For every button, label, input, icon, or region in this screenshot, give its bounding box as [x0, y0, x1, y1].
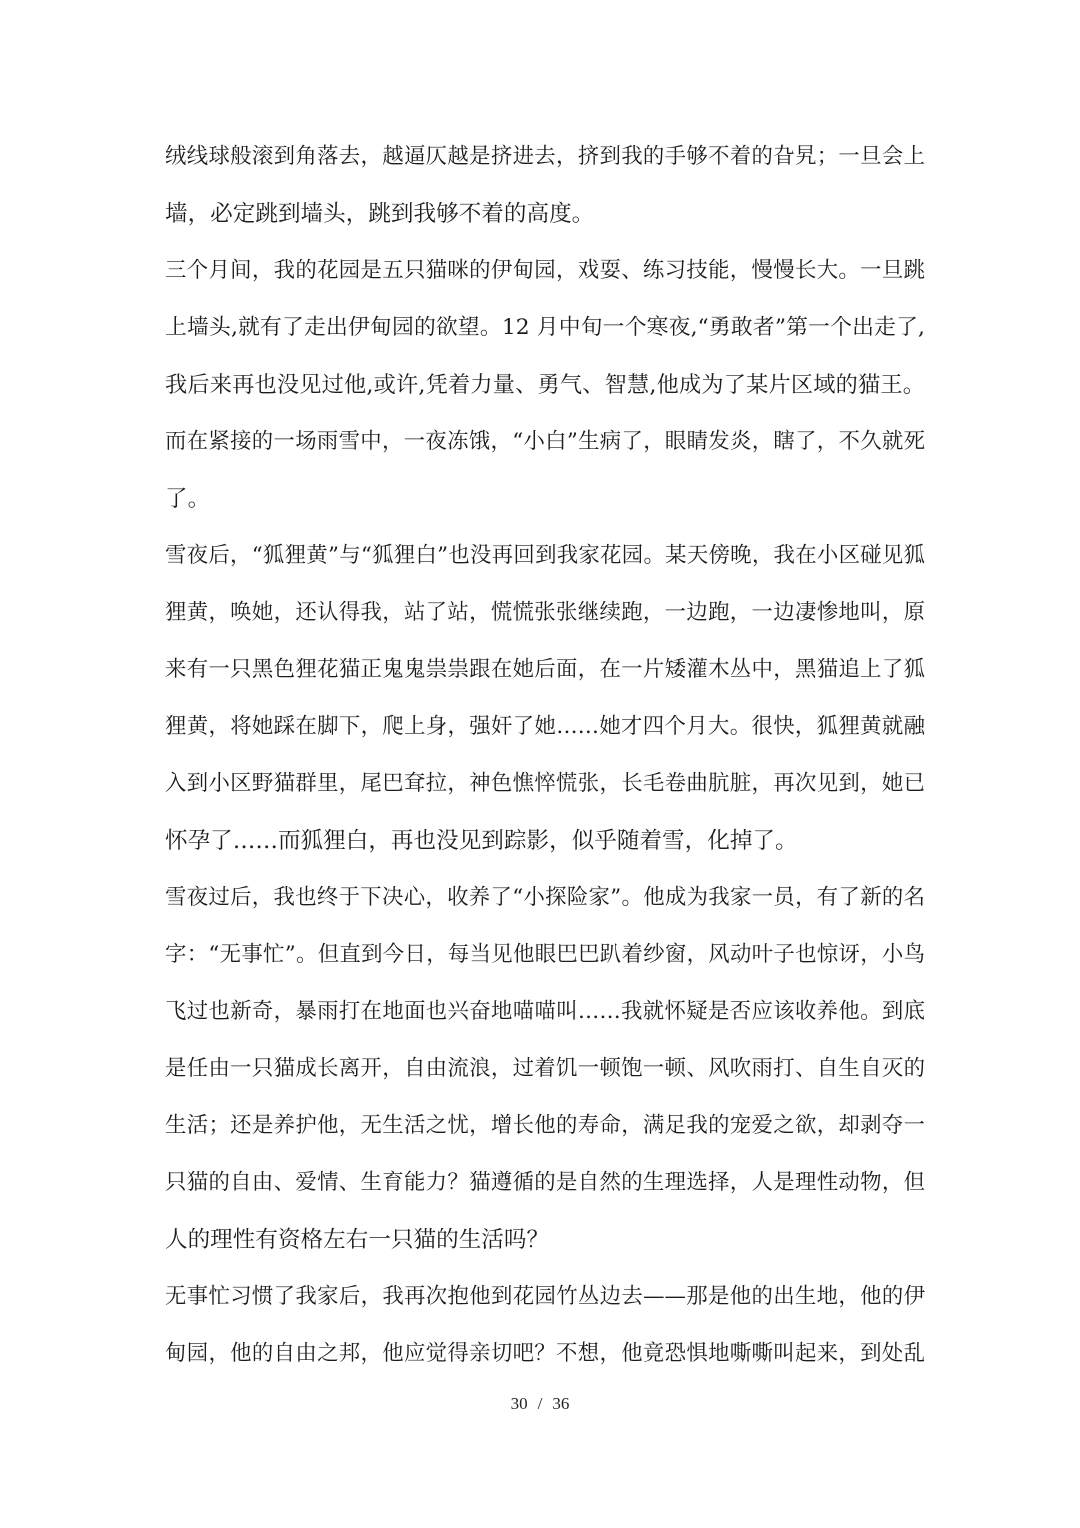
text-line: 上墙头,就有了走出伊甸园的欲望。12 月中旬一个寒夜,“勇敢者”第一个出走了, — [165, 315, 925, 340]
text-line: 三个月间，我的花园是五只猫咪的伊甸园，戏耍、练习技能，慢慢长大。一旦跳 — [165, 258, 925, 283]
text-line: 飞过也新奇，暴雨打在地面也兴奋地喵喵叫……我就怀疑是否应该收养他。到底 — [165, 999, 925, 1024]
text-line: 是任由一只猫成长离开，自由流浪，过着饥一顿饱一顿、风吹雨打、自生自灭的 — [165, 1056, 925, 1081]
text-line: 绒线球般滚到角落去，越逼仄越是挤进去，挤到我的手够不着的旮旯；一旦会上 — [165, 144, 925, 169]
text-line: 狸黄，唤她，还认得我，站了站，慌慌张张继续跑，一边跑，一边凄惨地叫，原 — [165, 600, 925, 625]
text-line: 生活；还是养护他，无生活之忧，增长他的寿命，满足我的宠爱之欲，却剥夺一 — [165, 1113, 925, 1138]
text-line: 只猫的自由、爱情、生育能力？猫遵循的是自然的生理选择，人是理性动物，但 — [165, 1170, 925, 1195]
text-line: 甸园，他的自由之邦，他应觉得亲切吧？不想，他竟恐惧地嘶嘶叫起来，到处乱 — [165, 1341, 925, 1366]
text-line: 人的理性有资格左右一只猫的生活吗？ — [165, 1227, 550, 1253]
text-line: 了。 — [165, 486, 211, 512]
text-line: 而在紧接的一场雨雪中，一夜冻饿，“小白”生病了，眼睛发炎，瞎了，不久就死 — [165, 429, 925, 454]
text-line: 雪夜后，“狐狸黄”与“狐狸白”也没再回到我家花园。某天傍晚，我在小区碰见狐 — [165, 543, 925, 568]
text-line: 墙，必定跳到墙头，跳到我够不着的高度。 — [165, 201, 595, 227]
text-line: 无事忙习惯了我家后，我再次抱他到花园竹丛边去——那是他的出生地，他的伊 — [165, 1284, 925, 1309]
page-number-current: 30 — [510, 1394, 528, 1413]
text-line: 来有一只黑色狸花猫正鬼鬼祟祟跟在她后面，在一片矮灌木丛中，黑猫追上了狐 — [165, 657, 925, 682]
text-line: 我后来再也没见过他,或许,凭着力量、勇气、智慧,他成为了某片区域的猫王。 — [165, 372, 925, 398]
page-number-separator: / — [537, 1394, 543, 1413]
text-line: 狸黄，将她踩在脚下，爬上身，强奸了她……她才四个月大。很快，狐狸黄就融 — [165, 714, 925, 739]
page-number-total: 36 — [552, 1394, 570, 1413]
text-line: 怀孕了……而狐狸白，再也没见到踪影，似乎随着雪，化掉了。 — [165, 828, 798, 854]
text-line: 字：“无事忙”。但直到今日，每当见他眼巴巴趴着纱窗，风动叶子也惊讶，小鸟 — [165, 942, 925, 967]
text-line: 雪夜过后，我也终于下决心，收养了“小探险家”。他成为我家一员，有了新的名 — [165, 885, 925, 910]
text-line: 入到小区野猫群里，尾巴耷拉，神色憔悴慌张，长毛卷曲肮脏，再次见到，她已 — [165, 771, 925, 796]
page-number — [0, 1392, 1080, 1416]
